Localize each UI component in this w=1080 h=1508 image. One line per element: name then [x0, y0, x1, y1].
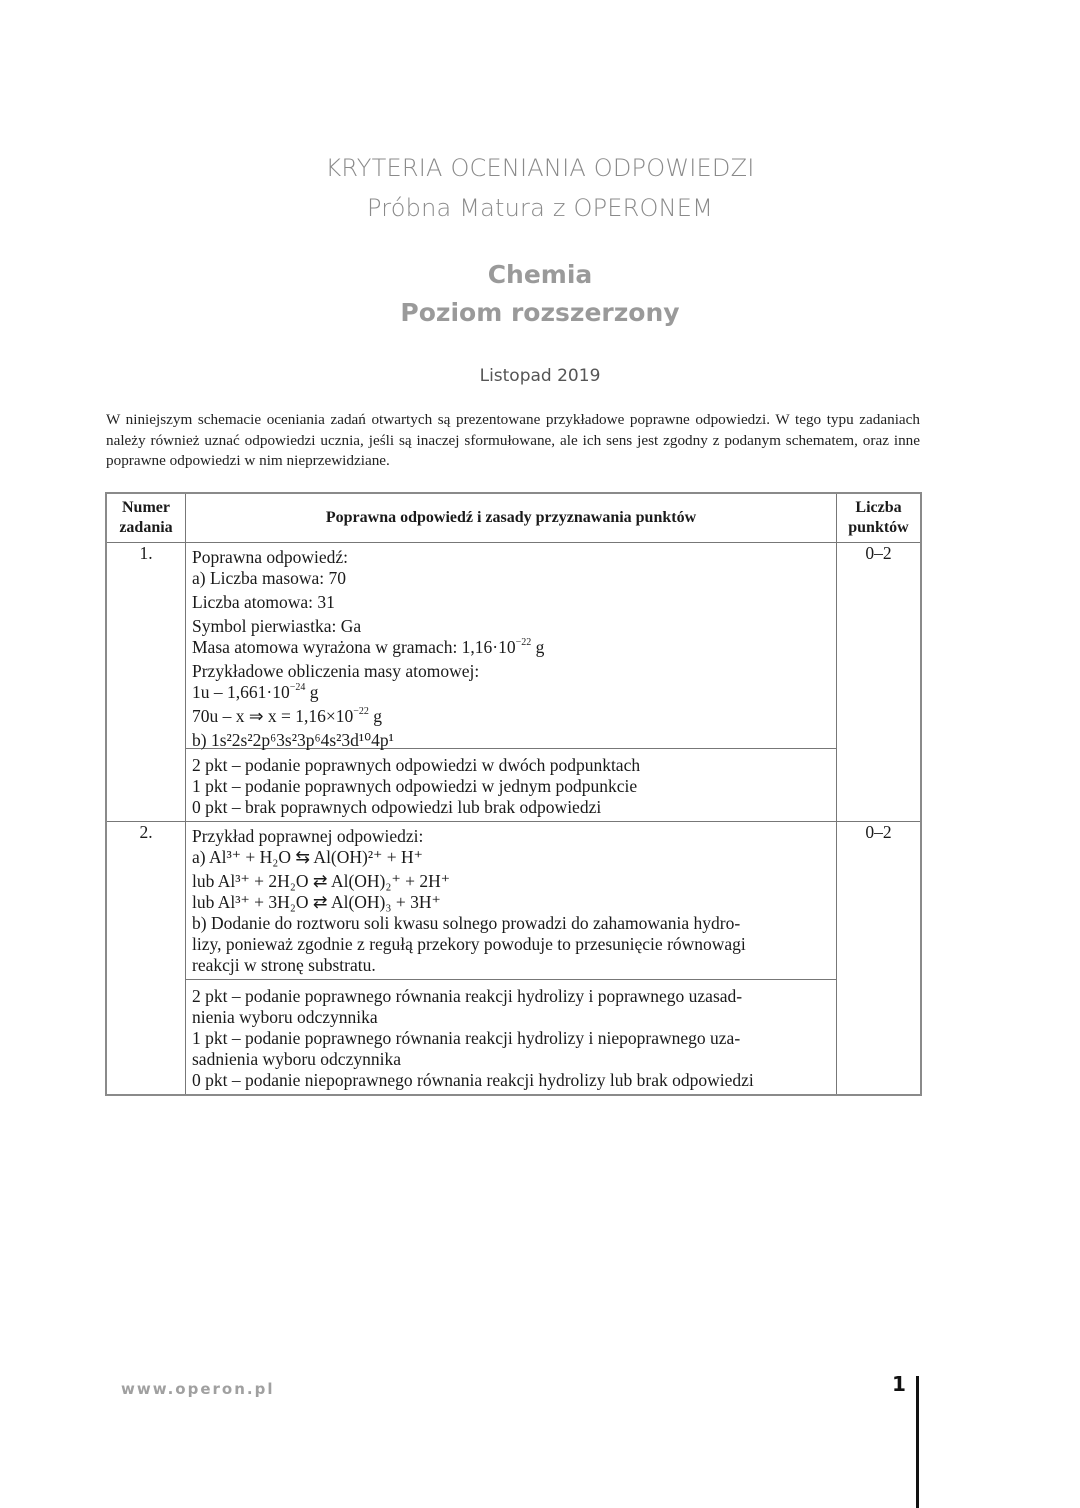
- task-number: 2.: [106, 822, 186, 1096]
- scoring-line: 2 pkt – podanie poprawnego równania reakcji hydrolizy i poprawnego uzasad-: [192, 986, 743, 1006]
- header-num-line1: Numer: [122, 499, 170, 516]
- task-answer: [186, 822, 837, 980]
- title-line-1: KRYTERIA OCENIANIA ODPOWIEDZI: [325, 154, 755, 182]
- calc-label: Przykładowe obliczenia masy atomowej:: [192, 661, 480, 681]
- subject-title: Chemia: [487, 260, 593, 289]
- header-points: [837, 493, 922, 543]
- header-answer: Poprawna odpowiedź i zasady przyznawania punktów: [186, 493, 837, 543]
- level-title: Poziom rozszerzony: [400, 298, 680, 327]
- task-scoring: [186, 749, 837, 822]
- scoring-line: sadnienia wyboru odczynnika: [192, 1049, 401, 1069]
- header-num-line2: zadania: [119, 519, 173, 536]
- footer-url: www.operon.pl: [121, 1380, 275, 1398]
- task-number: 1.: [106, 543, 186, 822]
- equation-alt-2: lub Al³⁺ + 3H₂O ⇄ Al(OH)₃ + 3H⁺: [192, 892, 441, 912]
- exam-date: Listopad 2019: [479, 366, 601, 386]
- intro-paragraph: W niniejszym schemacie oceniania zadań otwartych są prezentowane przykładowe poprawne odpowiedzi. W tego typu zadaniach należy również uznać odpowiedzi ucznia, jeśli są inaczej sformułowane, ale ich sens jest zgodny z podanym schematem, oraz inne poprawne odpowiedzi w nim nieprzewidziane.: [106, 411, 920, 469]
- table-row: [106, 543, 921, 749]
- answer-label: Poprawna odpowiedź:: [192, 547, 349, 567]
- task-scoring: [186, 980, 837, 1096]
- scoring-line: 0 pkt – brak poprawnych odpowiedzi lub brak odpowiedzi: [192, 797, 602, 817]
- header-pts-line1: Liczba: [855, 499, 902, 516]
- calc-line-1: $1u - 1,661\cdot 10^{-24}$ g: [192, 682, 319, 702]
- answer-atomic-number: Liczba atomowa: 31: [192, 592, 335, 612]
- task-points: 0–2: [837, 822, 922, 1096]
- table-row: [106, 822, 921, 980]
- table-row: [106, 980, 921, 1096]
- answer-label: Przykład poprawnej odpowiedzi:: [192, 826, 424, 846]
- answer-b-line: reakcji w stronę substratu.: [192, 955, 376, 975]
- equation-alt-1: lub Al³⁺ + 2H₂O ⇄ Al(OH)₂⁺ + 2H⁺: [192, 871, 450, 891]
- answer-b-line: lizy, ponieważ zgodnie z regułą przekory powoduje to przesunięcie równowagi: [192, 934, 746, 954]
- task-answer: [186, 543, 837, 749]
- scoring-line: nienia wyboru odczynnika: [192, 1007, 378, 1027]
- page-marker-bar: [916, 1376, 919, 1508]
- answer-mass-number: a) Liczba masowa: 70: [192, 568, 347, 588]
- page-number: 1: [892, 1372, 906, 1396]
- answer-b-line: b) Dodanie do roztworu soli kwasu solnego prowadzi do zahamowania hydro-: [192, 913, 741, 933]
- electron-configuration: b) 1s²2s²2p⁶3s²3p⁶4s²3d¹⁰4p¹: [192, 730, 394, 750]
- criteria-table: [105, 492, 922, 1096]
- equation-a: a) Al³⁺ + H₂O ⇆ Al(OH)²⁺ + H⁺: [192, 847, 423, 867]
- scoring-line: 2 pkt – podanie poprawnych odpowiedzi w dwóch podpunktach: [192, 755, 641, 775]
- scoring-line: 0 pkt – podanie niepoprawnego równania reakcji hydrolizy lub brak odpowiedzi: [192, 1070, 754, 1090]
- table-header-row: [106, 493, 921, 543]
- calc-line-2: 70u – x ⇒ $x = 1,16\times 10^{-22}$ g: [192, 706, 383, 726]
- header-pts-line2: punktów: [848, 519, 909, 536]
- table-row: [106, 749, 921, 822]
- answer-mass-grams: Masa atomowa wyrażona w gramach: $1,16\cdot 10^{-22}$ g: [192, 637, 545, 657]
- task-points: 0–2: [837, 543, 922, 822]
- scoring-line: 1 pkt – podanie poprawnych odpowiedzi w jednym podpunkcie: [192, 776, 638, 796]
- answer-symbol: Symbol pierwiastka: Ga: [192, 616, 362, 636]
- title-line-2: Próbna Matura z OPERONEM: [366, 194, 714, 222]
- header-task-number: [106, 493, 186, 543]
- scoring-line: 1 pkt – podanie poprawnego równania reakcji hydrolizy i niepoprawnego uza-: [192, 1028, 741, 1048]
